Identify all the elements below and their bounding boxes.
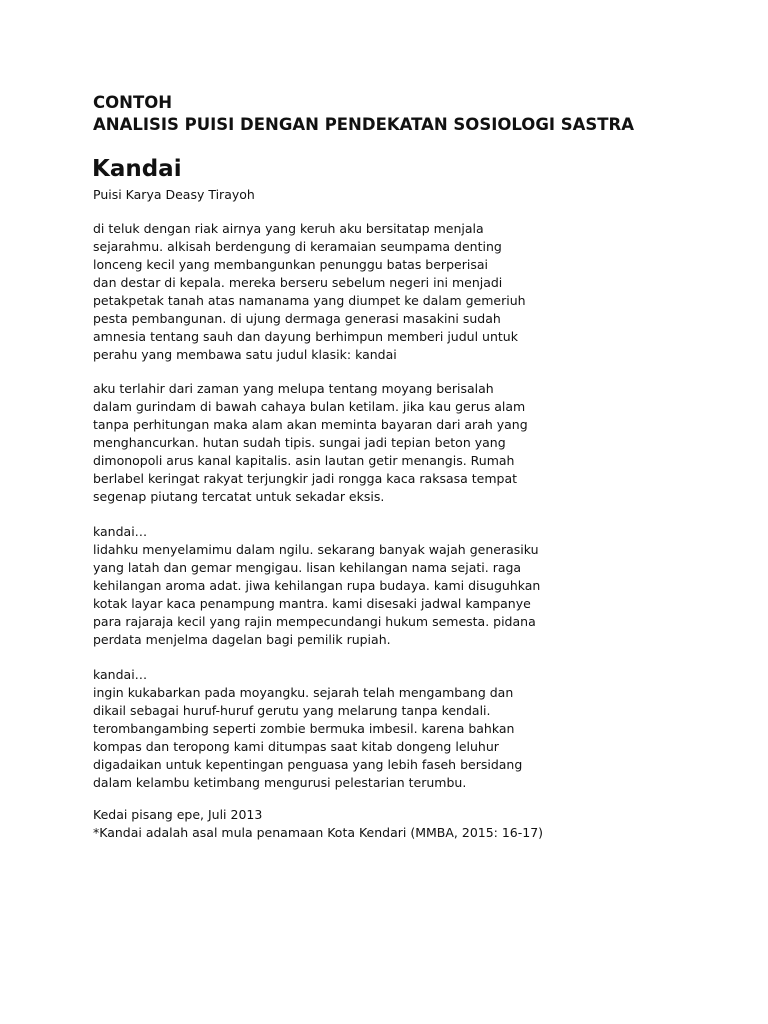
poem-line: tanpa perhitungan maka alam akan meminta bayaran dari arah yang [93,417,528,432]
heading-line-contoh: CONTOH [93,93,173,112]
poem-line: berlabel keringat rakyat terjungkir jadi rongga kaca raksasa tempat [93,471,518,486]
poem-footer [93,806,733,842]
stanza-4 [93,666,733,792]
poem-line: lonceng kecil yang membangunkan penunggu batas berperisai [93,257,488,272]
poem-line: perahu yang membawa satu judul klasik: kandai [93,347,397,362]
stanza-3 [93,523,733,649]
poem-line: digadaikan untuk kepentingan penguasa yang lebih faseh bersidang [93,757,523,772]
poem-line: amnesia tentang sauh dan dayung berhimpun memberi judul untuk [93,329,518,344]
poem-line: kotak layar kaca penampung mantra. kami disesaki jadwal kampanye [93,596,531,611]
poem-line: lidahku menyelamimu dalam ngilu. sekarang banyak wajah generasiku [93,542,539,557]
poem-line: dalam kelambu ketimbang mengurusi pelestarian terumbu. [93,775,467,790]
poem-line: di teluk dengan riak airnya yang keruh aku bersitatap menjala [93,221,484,236]
poem-line: segenap piutang tercatat untuk sekadar eksis. [93,489,385,504]
poem-line: dalam gurindam di bawah cahaya bulan ketilam. jika kau gerus alam [93,399,526,414]
stanza-1 [93,220,733,364]
poem-author: Puisi Karya Deasy Tirayoh [93,187,255,202]
poem-line: petakpetak tanah atas namanama yang diumpet ke dalam gemeriuh [93,293,526,308]
poem-line: aku terlahir dari zaman yang melupa tentang moyang berisalah [93,381,494,396]
poem-line: dan destar di kepala. mereka berseru sebelum negeri ini menjadi [93,275,503,290]
poem-line: dimonopoli arus kanal kapitalis. asin lautan getir menangis. Rumah [93,453,515,468]
poem-line: yang latah dan gemar mengigau. lisan kehilangan nama sejati. raga [93,560,522,575]
poem-line: perdata menjelma dagelan bagi pemilik rupiah. [93,632,391,647]
poem-title: Kandai [92,156,182,182]
poem-footnote: *Kandai adalah asal mula penamaan Kota Kendari (MMBA, 2015: 16-17) [93,825,544,840]
poem-line: dikail sebagai huruf-huruf gerutu yang melarung tanpa kendali. [93,703,491,718]
poem-line: para rajaraja kecil yang rajin mempecundangi hukum semesta. pidana [93,614,536,629]
document-heading [93,92,733,136]
poem-line: pesta pembangunan. di ujung dermaga generasi masakini sudah [93,311,501,326]
heading-line-analysis-title: ANALISIS PUISI DENGAN PENDEKATAN SOSIOLOGI SASTRA [93,115,635,134]
poem-line: kehilangan aroma adat. jiwa kehilangan rupa budaya. kami disuguhkan [93,578,541,593]
poem-signature: Kedai pisang epe, Juli 2013 [93,807,263,822]
poem-line: menghancurkan. hutan sudah tipis. sungai jadi tepian beton yang [93,435,506,450]
poem-line: kandai… [93,667,148,682]
poem-line: sejarahmu. alkisah berdengung di keramaian seumpama denting [93,239,502,254]
poem-line: kompas dan teropong kami ditumpas saat kitab dongeng leluhur [93,739,499,754]
poem-line: ingin kukabarkan pada moyangku. sejarah telah mengambang dan [93,685,514,700]
poem-line: terombangambing seperti zombie bermuka imbesil. karena bahkan [93,721,515,736]
poem-line: kandai… [93,524,148,539]
stanza-2 [93,380,733,506]
